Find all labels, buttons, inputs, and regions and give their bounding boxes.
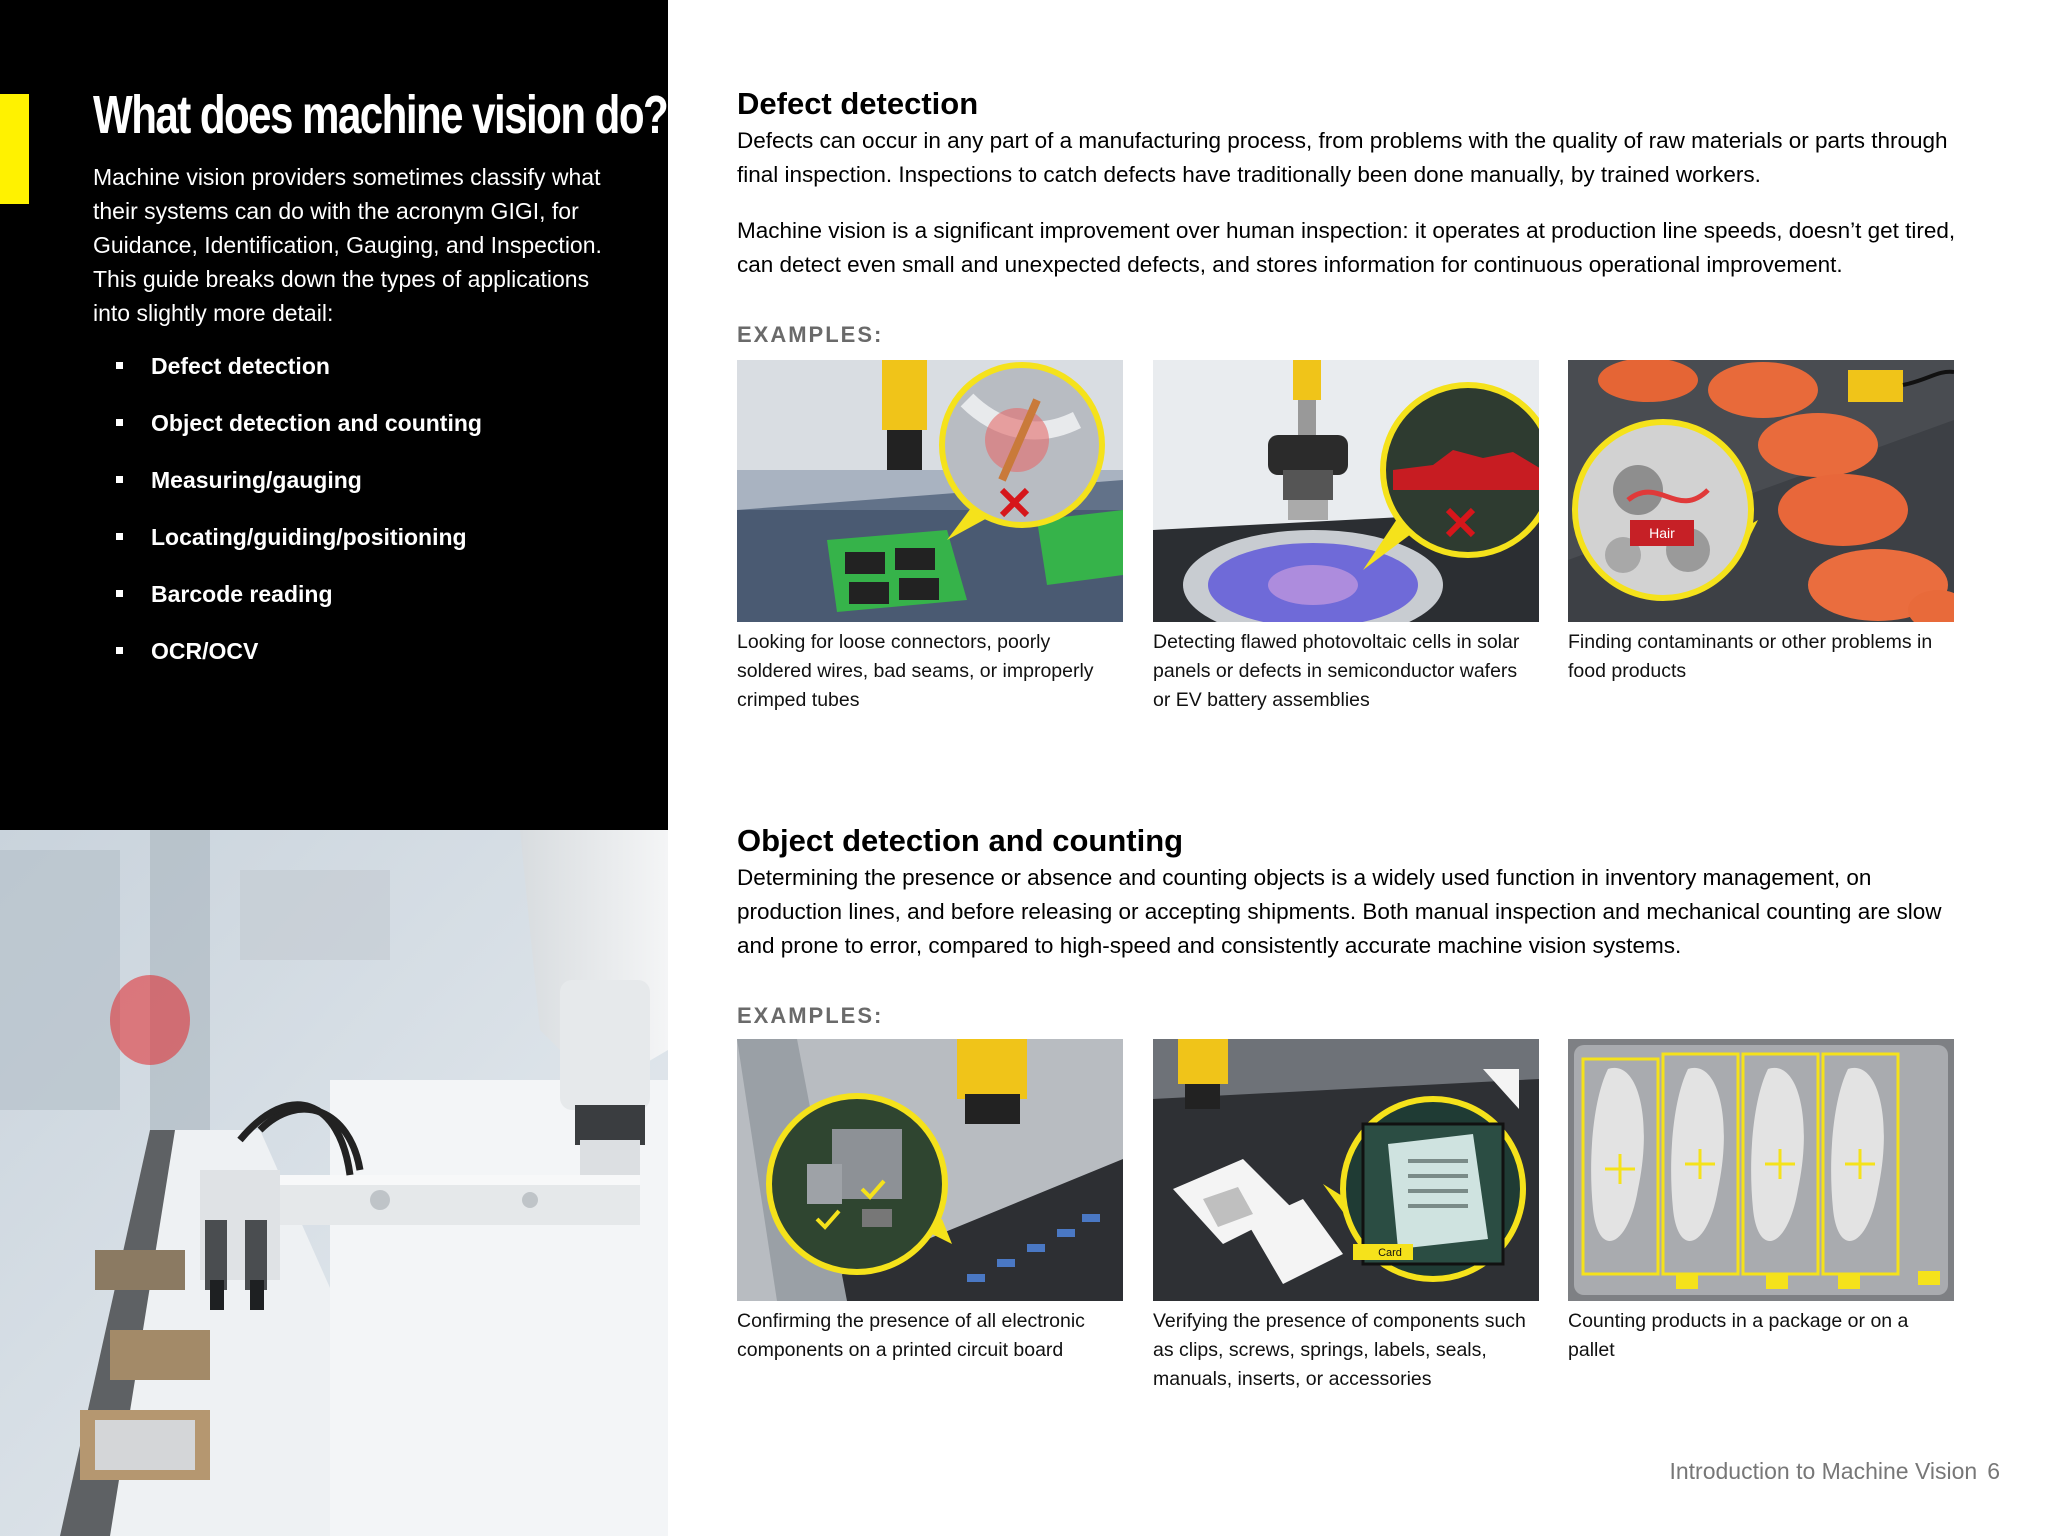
list-item (116, 519, 482, 576)
example-card (1568, 360, 1954, 686)
topic-label: Measuring/gauging (151, 467, 362, 493)
list-item (116, 633, 482, 690)
topic-label: Object detection and counting (151, 410, 482, 436)
example-caption: Counting products in a package or on a pallet (1568, 1310, 1909, 1361)
example-card (1153, 1039, 1539, 1394)
example-caption: Looking for loose connectors, poorly soldered wires, bad seams, or improperly crimped tubes (737, 631, 1094, 711)
food-inspection-image (1568, 360, 1954, 622)
bullet-icon (116, 590, 123, 597)
left-intro-panel (0, 0, 668, 830)
bullet-icon (116, 362, 123, 369)
example-card (1153, 360, 1539, 715)
product-counting-image (1568, 1039, 1954, 1301)
yellow-accent-bar (0, 94, 29, 204)
example-card (737, 360, 1123, 715)
topic-list (116, 348, 482, 690)
intro-paragraph: Machine vision providers sometimes classify what their systems can do with the acronym GIGI, for Guidance, Identification, Gauging, and Inspection. This guide breaks down the types of applications into slightly more detail: (93, 164, 602, 326)
section-title-defect-detection: Defect detection (737, 86, 979, 121)
pcb-inspection-image (737, 1039, 1123, 1301)
example-caption: Finding contaminants or other problems in food products (1568, 631, 1933, 682)
topic-label: Locating/guiding/positioning (151, 524, 467, 550)
bullet-icon (116, 647, 123, 654)
page-footer (1669, 1458, 2000, 1485)
example-card (737, 1039, 1123, 1365)
robot-arm-photo (0, 830, 668, 1536)
card-tag-label: Card (1378, 1247, 1402, 1259)
package-verification-image (1153, 1039, 1539, 1301)
bullet-icon (116, 476, 123, 483)
wafer-inspection-image (1153, 360, 1539, 622)
bullet-icon (116, 533, 123, 540)
connector-inspection-image (737, 360, 1123, 622)
hair-tag-label: Hair (1649, 525, 1675, 541)
page-number: 6 (1987, 1458, 2000, 1484)
counting-paragraph: Determining the presence or absence and counting objects is a widely used function in inventory management, on production lines, and before releasing or accepting shipments. Both manual inspection and mechanical counting are slow and prone to error, compared to high-speed and consistently accurate machine vision systems. (737, 865, 1942, 958)
example-caption: Confirming the presence of all electronic components on a printed circuit board (737, 1310, 1085, 1361)
list-item (116, 462, 482, 519)
topic-label: Defect detection (151, 353, 330, 379)
examples-label: EXAMPLES: (737, 322, 884, 347)
list-item (116, 576, 482, 633)
section-title-object-detection: Object detection and counting (737, 823, 1184, 858)
list-item (116, 348, 482, 405)
defect-paragraph-1: Defects can occur in any part of a manufacturing process, from problems with the quality of raw materials or parts through final inspection. Inspections to catch defects have traditionally been done manually, by trained workers. (737, 128, 1948, 187)
example-card (1568, 1039, 1954, 1365)
examples-label: EXAMPLES: (737, 1003, 884, 1028)
defect-paragraph-2: Machine vision is a significant improvement over human inspection: it operates at production line speeds, doesn’t get tired, can detect even small and unexpected defects, and stores information for continuous operational improvement. (737, 218, 1956, 277)
example-caption: Detecting flawed photovoltaic cells in solar panels or defects in semiconductor wafers or EV battery assemblies (1153, 631, 1520, 711)
page-title: What does machine vision do? (93, 85, 668, 145)
topic-label: Barcode reading (151, 581, 333, 607)
list-item (116, 405, 482, 462)
footer-document-title: Introduction to Machine Vision (1669, 1458, 1978, 1484)
topic-label: OCR/OCV (151, 638, 259, 664)
bullet-icon (116, 419, 123, 426)
example-caption: Verifying the presence of components such as clips, screws, springs, labels, seals, manuals, inserts, or accessories (1153, 1310, 1526, 1390)
